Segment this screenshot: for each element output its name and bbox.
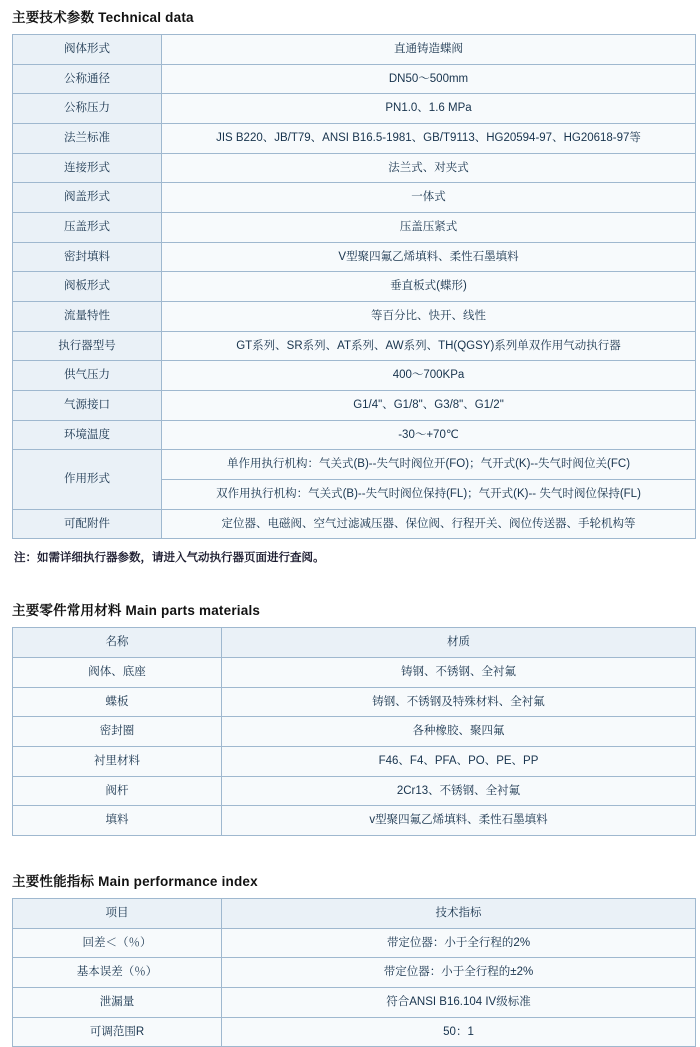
table-row [13, 420, 696, 450]
technical-data-table [12, 34, 696, 539]
technical-data-title: 主要技术参数 Technical data [12, 10, 194, 25]
spacer [8, 565, 692, 599]
part-name: 阀杆 [13, 776, 222, 806]
row-label: 阀盖形式 [13, 183, 162, 213]
row-label: 公称通径 [13, 64, 162, 94]
technical-data-note: 注：如需详细执行器参数，请进入气动执行器页面进行查阅。 [14, 552, 325, 565]
table-row [13, 183, 696, 213]
main-performance-index-title: 主要性能指标 Main performance index [12, 874, 258, 890]
part-name: 蝶板 [13, 687, 222, 717]
row-label: 环境温度 [13, 420, 162, 450]
row-value: DN50～500mm [162, 64, 696, 94]
row-label: 公称压力 [13, 94, 162, 124]
table-row [13, 988, 696, 1018]
perf-item: 泄漏量 [13, 988, 222, 1018]
part-material: 各种橡胶、聚四氟 [222, 717, 696, 747]
part-material: 铸钢、不锈钢、全衬氟 [222, 658, 696, 688]
row-label: 执行器型号 [13, 331, 162, 361]
table-row [13, 958, 696, 988]
row-label: 气源接口 [13, 391, 162, 421]
row-value: GT系列、SR系列、AT系列、AW系列、TH(QGSY)系列单双作用气动执行器 [162, 331, 696, 361]
row-value: 400～700KPa [162, 361, 696, 391]
row-value-action-single: 单作用执行机构：气关式(B)--失气时阀位开(FO)；气开式(K)--失气时阀位关(FC) [162, 450, 696, 480]
perf-item: 基本误差（％） [13, 958, 222, 988]
row-value: 直通铸造蝶阀 [162, 35, 696, 65]
table-row [13, 391, 696, 421]
column-header-item: 项目 [13, 899, 222, 929]
row-label: 供气压力 [13, 361, 162, 391]
row-value: G1/4"、G1/8"、G3/8"、G1/2" [162, 391, 696, 421]
spacer [8, 836, 692, 870]
table-row [13, 64, 696, 94]
part-material: v型聚四氟乙烯填料、柔性石墨填料 [222, 806, 696, 836]
table-row [13, 361, 696, 391]
row-value: -30～+70℃ [162, 420, 696, 450]
perf-value: 50：1 [222, 1017, 696, 1047]
column-header-name: 名称 [13, 628, 222, 658]
table-row [13, 509, 696, 539]
table-row [13, 94, 696, 124]
table-header-row [13, 628, 696, 658]
part-name: 密封圈 [13, 717, 222, 747]
table-row [13, 35, 696, 65]
row-value: 法兰式、对夹式 [162, 153, 696, 183]
table-row [13, 302, 696, 332]
table-row [13, 242, 696, 272]
table-row [13, 658, 696, 688]
table-row [13, 806, 696, 836]
row-label: 阀板形式 [13, 272, 162, 302]
row-label: 法兰标准 [13, 124, 162, 154]
table-row [13, 687, 696, 717]
row-value: 一体式 [162, 183, 696, 213]
table-row [13, 124, 696, 154]
row-label: 密封填料 [13, 242, 162, 272]
table-row [13, 213, 696, 243]
table-row [13, 776, 696, 806]
table-row [13, 1017, 696, 1047]
table-row [13, 928, 696, 958]
main-parts-materials-table [12, 627, 696, 836]
row-label-action: 作用形式 [13, 450, 162, 509]
row-label: 流量特性 [13, 302, 162, 332]
part-name: 衬里材料 [13, 747, 222, 777]
row-label: 可配附件 [13, 509, 162, 539]
table-row-action [13, 450, 696, 480]
perf-value: 带定位器：小于全行程的±2% [222, 958, 696, 988]
row-value-action-double: 双作用执行机构：气关式(B)--失气时阀位保持(FL)；气开式(K)-- 失气时阀位保持(FL) [162, 480, 696, 510]
row-value: 定位器、电磁阀、空气过滤减压器、保位阀、行程开关、阀位传送器、手轮机构等 [162, 509, 696, 539]
part-material: 铸钢、不锈钢及特殊材料、全衬氟 [222, 687, 696, 717]
row-label: 压盖形式 [13, 213, 162, 243]
table-row [13, 331, 696, 361]
column-header-spec: 技术指标 [222, 899, 696, 929]
row-label: 阀体形式 [13, 35, 162, 65]
part-material: 2Cr13、不锈钢、全衬氟 [222, 776, 696, 806]
part-name: 阀体、底座 [13, 658, 222, 688]
row-value: 垂直板式(蝶形) [162, 272, 696, 302]
column-header-material: 材质 [222, 628, 696, 658]
perf-value: 带定位器：小于全行程的2% [222, 928, 696, 958]
row-label: 连接形式 [13, 153, 162, 183]
row-value: V型聚四氟乙烯填料、柔性石墨填料 [162, 242, 696, 272]
table-row [13, 153, 696, 183]
main-parts-materials-title: 主要零件常用材料 Main parts materials [12, 603, 261, 619]
row-value: 等百分比、快开、线性 [162, 302, 696, 332]
perf-value: 符合ANSI B16.104 IV级标准 [222, 988, 696, 1018]
table-row [13, 272, 696, 302]
row-value: 压盖压紧式 [162, 213, 696, 243]
part-material: F46、F4、PFA、PO、PE、PP [222, 747, 696, 777]
perf-item: 回差＜（％） [13, 928, 222, 958]
part-name: 填料 [13, 806, 222, 836]
perf-item: 可调范围R [13, 1017, 222, 1047]
row-value: PN1.0、1.6 MPa [162, 94, 696, 124]
main-performance-index-table [12, 898, 696, 1047]
table-row [13, 747, 696, 777]
row-value: JIS B220、JB/T79、ANSI B16.5-1981、GB/T9113、HG20594-97、HG20618-97等 [162, 124, 696, 154]
table-row [13, 717, 696, 747]
